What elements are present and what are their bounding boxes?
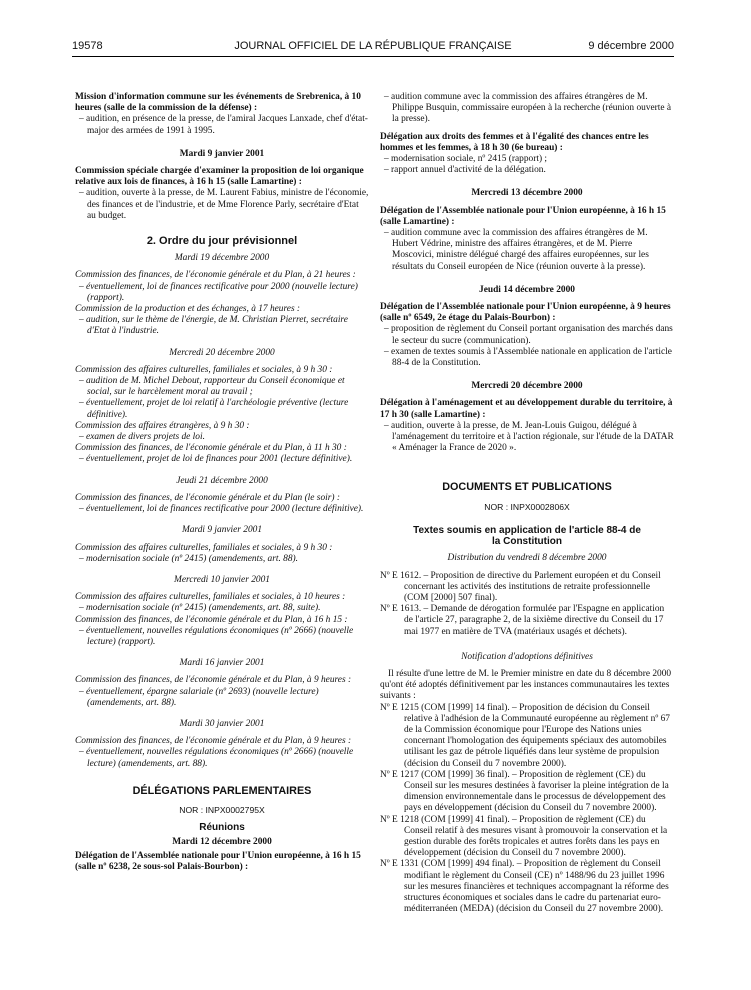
document-entry: Nº E 1215 (COM [1999] 14 final). – Proposition de décision du Conseil relative à l'adhésion de la Communauté européenne au règlement nº 67 de la Commission économique pour l'Europe des Nations unies concernant l'homologation des équipements spéciaux des automobiles utilisant les gaz de pétrole liquéfiés dans leur système de propulsion (décision du Conseil du 7 novembre 2000). — [380, 702, 670, 769]
list-item: – audition commune avec la commission des affaires étrangères de M. Hubert Védrine, ministre des affaires étrangères, et de M. Pierre Moscovici, ministre délégué chargé des affaires européennes, sur les résultats du Conseil européen de Nice (réunion ouverte à la presse). — [380, 228, 674, 273]
list-item: – éventuellement, épargne salariale (nº 2693) (nouvelle lecture) (amendements, art. 88). — [75, 687, 369, 709]
list-item: – proposition de règlement du Conseil portant organisation des marchés dans le secteur du sucre (communication). — [380, 324, 674, 346]
list-item: – modernisation sociale (nº 2415) (amendements, art. 88, suite). — [75, 603, 369, 614]
date-heading: Mardi 12 décembre 2000 — [172, 837, 272, 848]
list-item: – éventuellement, nouvelles régulations économiques (nº 2666) (nouvelle lecture) (amendements, art. 88). — [75, 747, 369, 769]
page-number: 19578 — [72, 40, 103, 52]
date-heading: Mercredi 13 décembre 2000 — [471, 188, 583, 199]
list-item: – examen de textes soumis à l'Assemblée nationale en application de l'article 88-4 de la Constitution. — [380, 347, 674, 369]
commission-entry: Commission des affaires culturelles, familiales et sociales, à 9 h 30 : — [75, 542, 333, 553]
section-title: 2. Ordre du jour prévisionnel — [146, 235, 298, 248]
date-heading: Mercredi 20 décembre 2000 — [169, 347, 275, 358]
right-column — [380, 92, 674, 915]
date-heading: Mardi 9 janvier 2001 — [179, 148, 265, 159]
commission-entry: Commission des finances, de l'économie générale et du Plan, à 9 heures : — [75, 736, 352, 747]
list-item: – audition, ouverte à la presse, de M. Jean-Louis Guigou, délégué à l'aménagement du territoire et à l'action régionale, sur l'étude de la DATAR « Aménager la France de 2020 ». — [380, 421, 674, 455]
list-item: – éventuellement, loi de finances rectificative pour 2000 (nouvelle lecture) (rapport). — [75, 282, 369, 304]
nor-reference: NOR : INPX0002795X — [179, 804, 265, 815]
journal-title: JOURNAL OFFICIEL DE LA RÉPUBLIQUE FRANÇAISE — [234, 40, 512, 52]
commission-entry: Commission des affaires culturelles, familiales et sociales, à 10 heures : — [75, 592, 346, 603]
documents-title: DOCUMENTS ET PUBLICATIONS — [442, 481, 612, 494]
distribution-date: Distribution du vendredi 8 décembre 2000 — [447, 553, 607, 564]
mission-title: Mission d'information commune sur les événements de Srebrenica, à 10 heures (salle de la commission de la défense) : — [75, 92, 361, 114]
commission-entry: Commission des affaires étrangères, à 9 h 30 : — [75, 420, 250, 431]
date-heading: Mardi 30 janvier 2001 — [179, 718, 265, 729]
delegation-entry: Délégation de l'Assemblée nationale pour l'Union européenne, à 9 heures (salle nº 6549, 2e étage du Palais-Bourbon) : — [380, 302, 671, 324]
commission-entry: Commission des finances, de l'économie générale et du Plan, à 11 h 30 : — [75, 443, 347, 454]
notification-heading: Notification d'adoptions définitives — [461, 651, 593, 662]
list-item: – éventuellement, nouvelles régulations économiques (nº 2666) (nouvelle lecture) (rapport). — [75, 626, 369, 648]
date-heading: Mardi 16 janvier 2001 — [179, 658, 265, 669]
list-item: – éventuellement, projet de loi de finances pour 2001 (lecture définitive). — [75, 454, 369, 465]
commission-entry: Commission des affaires culturelles, familiales et sociales, à 9 h 30 : — [75, 364, 333, 375]
list-item: – éventuellement, loi de finances rectificative pour 2000 (lecture définitive). — [75, 504, 369, 515]
date-heading: Mardi 19 décembre 2000 — [174, 253, 270, 264]
list-item: – audition, en présence de la presse, de l'amiral Jacques Lanxade, chef d'état-major des armées de 1991 à 1995. — [75, 114, 369, 136]
list-item: – audition de M. Michel Debout, rapporteur du Conseil économique et social, sur le harcèlement moral au travail ; — [75, 376, 369, 398]
list-item: – examen de divers projets de loi. — [75, 432, 369, 443]
delegations-title: DÉLÉGATIONS PARLEMENTAIRES — [132, 784, 312, 797]
list-item: – modernisation sociale (nº 2415) (amendements, art. 88). — [75, 554, 369, 565]
date-heading: Jeudi 21 décembre 2000 — [176, 475, 268, 486]
list-item: – modernisation sociale, nº 2415 (rapport) ; — [380, 154, 674, 165]
commission-title: Commission spéciale chargée d'examiner la proposition de loi organique relative aux lois de finances, à 16 h 15 (salle Lamartine) : — [75, 166, 364, 188]
document-entry: Nº E 1218 (COM [1999] 41 final). – Proposition de règlement (CE) du Conseil relatif à des mesures visant à promouvoir la conservation et la gestion durable des forêts tropicales et autres forêts dans les pays en développement (décision du Conseil du 7 novembre 2000). — [380, 814, 668, 859]
header-date: 9 décembre 2000 — [588, 40, 674, 52]
nor-reference: NOR : INPX0002806X — [484, 501, 570, 512]
commission-entry: Commission des finances, de l'économie générale et du Plan, à 21 heures : — [75, 270, 356, 281]
list-item: – audition, ouverte à la presse, de M. Laurent Fabius, ministre de l'économie, des finances et de l'industrie, et de Mme Florence Parly, secrétaire d'Etat au budget. — [75, 188, 369, 222]
page-header — [72, 40, 674, 57]
date-heading: Jeudi 14 décembre 2000 — [479, 284, 575, 295]
textes-title: Textes soumis en application de l'article 88-4 de la Constitution — [413, 524, 641, 548]
commission-entry: Commission des finances, de l'économie générale et du Plan, à 9 heures : — [75, 675, 352, 686]
document-entry: Nº E 1331 (COM [1999] 494 final). – Proposition de règlement du Conseil modifiant le règlement du Conseil (CE) nº 1488/96 du 23 juillet 1996 sur les mesures financières et techniques accompagnant la réforme des structures économiques et sociales dans le cadre du partenariat euro-méditerranéen (MEDA) (décision du Conseil du 27 novembre 2000). — [380, 859, 669, 915]
date-heading: Mardi 9 janvier 2001 — [181, 525, 263, 536]
commission-entry: Commission des finances, de l'économie générale et du Plan, à 16 h 15 : — [75, 614, 348, 625]
document-entry: Nº E 1217 (COM [1999] 36 final). – Proposition de règlement (CE) du Conseil sur les mesures destinées à favoriser la pleine intégration de la dimension environnementale dans le processus de développement des pays en développement (décision du Conseil du 7 novembre 2000). — [380, 769, 669, 814]
intro-paragraph: Il résulte d'une lettre de M. le Premier ministre en date du 8 décembre 2000 qu'ont été adoptés définitivement par les instances communautaires les textes suivants : — [380, 668, 672, 702]
list-item: – audition commune avec la commission des affaires étrangères de M. Philippe Busquin, commissaire européen à la recherche (réunion ouverte à la presse). — [380, 92, 674, 126]
list-item: – audition, sur le thème de l'énergie, de M. Christian Pierret, secrétaire d'Etat à l'industrie. — [75, 315, 369, 337]
left-column — [75, 92, 369, 873]
commission-entry: Commission des finances, de l'économie générale et du Plan (le soir) : — [75, 492, 340, 503]
commission-entry: Commission de la production et des échanges, à 17 heures : — [75, 304, 301, 315]
delegation-entry: Délégation de l'Assemblée nationale pour l'Union européenne, à 16 h 15 (salle nº 6238, 2e sous-sol Palais-Bourbon) : — [75, 850, 361, 872]
document-entry: Nº E 1613. – Demande de dérogation formulée par l'Espagne en application de l'article 27, paragraphe 2, de la sixième directive du Conseil du 17 mai 1977 en matière de TVA (matériaux usagés et déchets). — [380, 604, 665, 637]
delegation-entry: Délégation aux droits des femmes et à l'égalité des chances entre les hommes et les femmes, à 18 h 30 (6e bureau) : — [380, 131, 649, 153]
list-item: – rapport annuel d'activité de la délégation. — [380, 165, 674, 176]
date-heading: Mercredi 20 décembre 2000 — [471, 381, 583, 392]
delegation-entry: Délégation à l'aménagement et au développement durable du territoire, à 17 h 30 (salle Lamartine) : — [380, 398, 673, 420]
document-entry: Nº E 1612. – Proposition de directive du Parlement européen et du Conseil concernant les activités des institutions de retraite professionnelle (COM [2000] 507 final). — [380, 570, 661, 603]
date-heading: Mercredi 10 janvier 2001 — [174, 574, 270, 585]
list-item: – éventuellement, projet de loi relatif à l'archéologie préventive (lecture définitive). — [75, 398, 369, 420]
reunions-heading: Réunions — [199, 822, 245, 834]
delegation-entry: Délégation de l'Assemblée nationale pour l'Union européenne, à 16 h 15 (salle Lamartine) : — [380, 205, 666, 227]
